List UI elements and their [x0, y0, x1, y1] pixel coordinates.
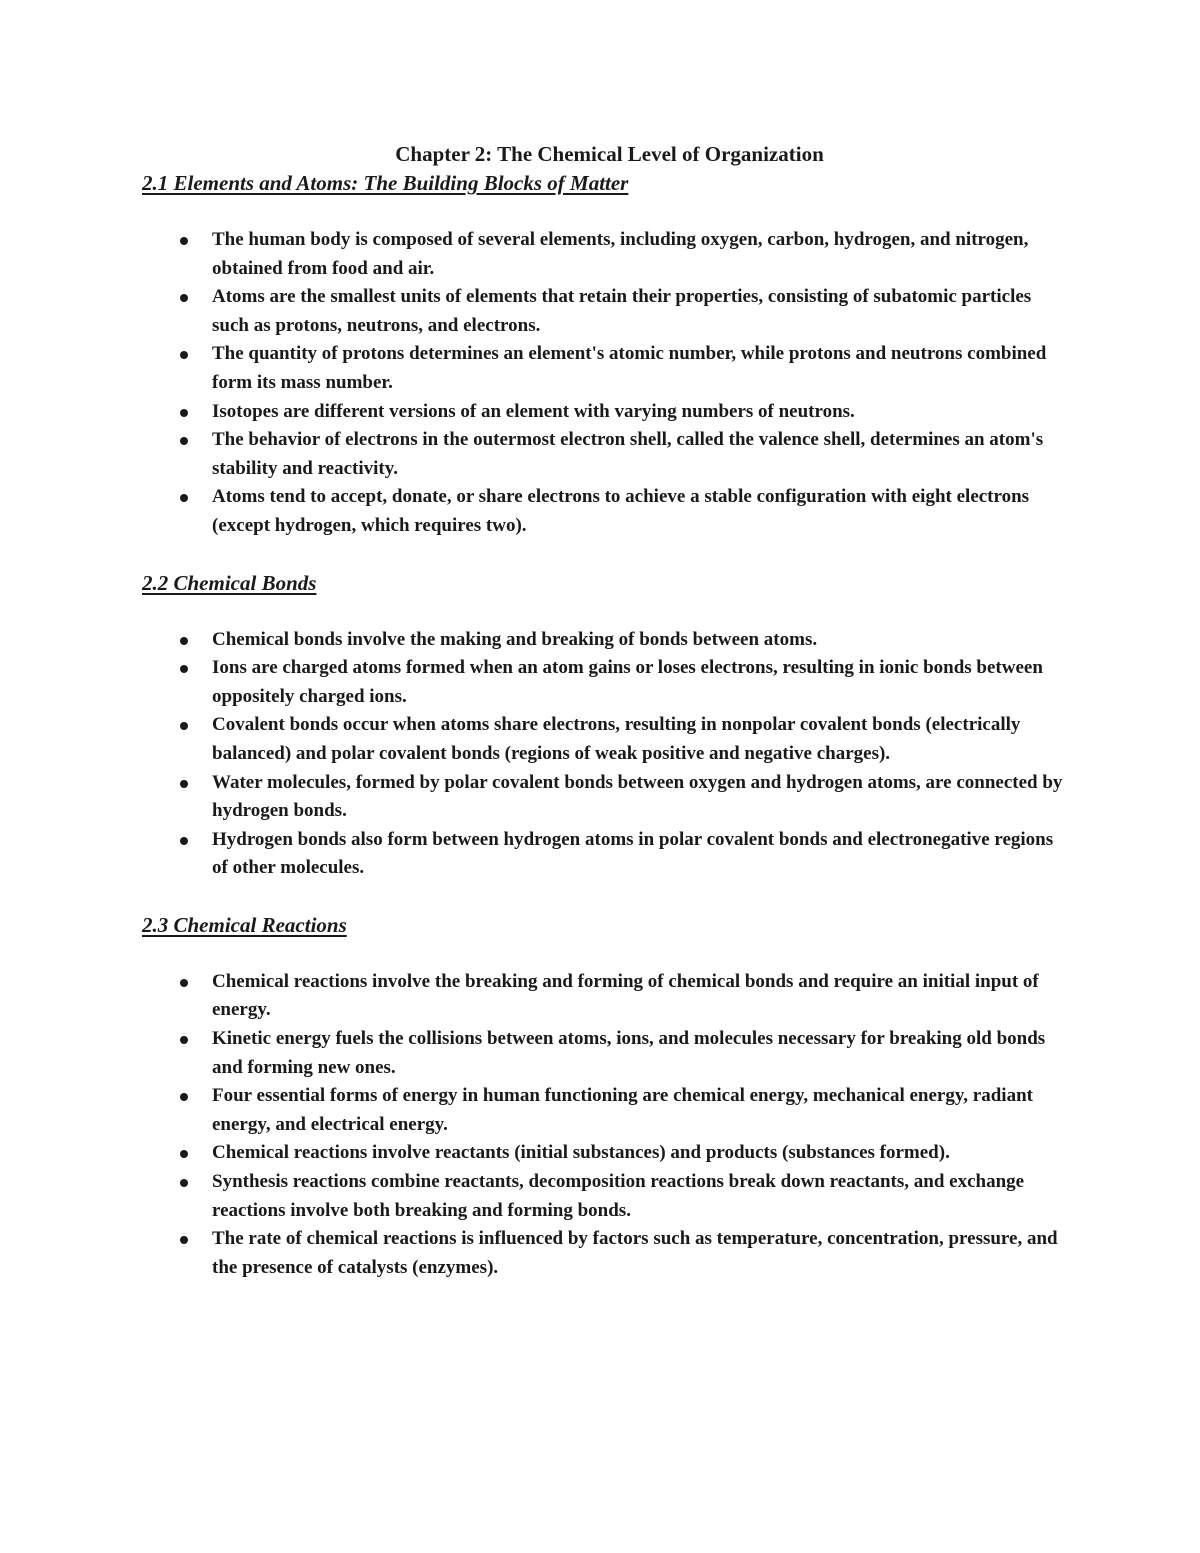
bullet-icon [180, 665, 188, 673]
section-heading: 2.1 Elements and Atoms: The Building Blocks of Matter [142, 171, 629, 195]
bullet-icon [180, 351, 188, 359]
bullet-icon [180, 437, 188, 445]
list-item-text: The rate of chemical reactions is influenced by factors such as temperature, concentration, pressure, and the presence of catalysts (enzymes). [212, 1228, 1058, 1278]
bullet-icon [180, 837, 188, 845]
list-item [142, 1082, 1067, 1139]
section-elements-atoms [142, 169, 1067, 541]
list-item [142, 626, 1067, 655]
list-item [142, 226, 1067, 283]
list-item [142, 968, 1067, 1025]
list-item [142, 654, 1067, 711]
section-heading: 2.2 Chemical Bonds [142, 570, 317, 595]
bullet-icon [180, 1236, 188, 1244]
list-item [142, 483, 1067, 540]
bullet-icon [180, 294, 188, 302]
list-item-text: Hydrogen bonds also form between hydrogen atoms in polar covalent bonds and electronegative regions of other molecules. [212, 828, 1054, 879]
list-item [142, 769, 1067, 826]
bullet-icon [180, 722, 188, 730]
list-item-text: The behavior of electrons in the outermost electron shell, called the valence shell, determines an atom's stability and reactivity. [212, 429, 1044, 479]
list-item [142, 1168, 1067, 1225]
bullet-icon [180, 780, 188, 788]
list-item [142, 398, 1067, 427]
section-chemical-reactions [142, 911, 1067, 1283]
list-item-text: Synthesis reactions combine reactants, decomposition reactions break down reactants, and exchange reactions involve both breaking and forming bonds. [212, 1171, 1025, 1221]
list-item-text: Chemical bonds involve the making and breaking of bonds between atoms. [212, 628, 818, 650]
list-item-text: Ions are charged atoms formed when an atom gains or loses electrons, resulting in ionic bonds between oppositely charged ions. [212, 657, 1043, 707]
list-item [142, 711, 1067, 768]
bullet-icon [180, 1179, 188, 1187]
bullet-icon [180, 1093, 188, 1101]
list-item-text: Isotopes are different versions of an element with varying numbers of neutrons. [212, 400, 855, 422]
list-item [142, 426, 1067, 483]
list-item [142, 1225, 1067, 1282]
document-title: Chapter 2: The Chemical Level of Organization [395, 142, 824, 166]
list-item [142, 826, 1067, 883]
section-heading: 2.3 Chemical Reactions [142, 912, 347, 937]
list-item-text: Chemical reactions involve the breaking and forming of chemical bonds and require an initial input of energy. [212, 970, 1039, 1021]
list-item-text: Atoms tend to accept, donate, or share electrons to achieve a stable configuration with eight electrons (except hydrogen, which requires two). [212, 486, 1030, 536]
list-item-text: Water molecules, formed by polar covalent bonds between oxygen and hydrogen atoms, are connected by hydrogen bonds. [212, 771, 1063, 822]
bullet-icon [180, 637, 188, 645]
list-item-text: Covalent bonds occur when atoms share electrons, resulting in nonpolar covalent bonds (electrically balanced) and polar covalent bonds (regions of weak positive and negative charges). [212, 714, 1021, 764]
list-item [142, 340, 1067, 397]
list-item-text: The human body is composed of several elements, including oxygen, carbon, hydrogen, and nitrogen, obtained from food and air. [212, 229, 1029, 279]
bullet-list [142, 626, 1067, 883]
section-chemical-bonds [142, 569, 1067, 883]
list-item-text: Chemical reactions involve reactants (initial substances) and products (substances formed). [212, 1142, 950, 1164]
list-item-text: Atoms are the smallest units of elements that retain their properties, consisting of subatomic particles such as protons, neutrons, and electrons. [212, 286, 1032, 336]
bullet-icon [180, 237, 188, 245]
bullet-icon [180, 1036, 188, 1044]
list-item [142, 283, 1067, 340]
list-item-text: The quantity of protons determines an element's atomic number, while protons and neutrons combined form its mass number. [212, 343, 1047, 393]
list-item [142, 1025, 1067, 1082]
bullet-icon [180, 409, 188, 417]
document-page [142, 140, 1067, 1282]
bullet-icon [180, 1150, 188, 1158]
bullet-icon [180, 979, 188, 987]
list-item-text: Kinetic energy fuels the collisions between atoms, ions, and molecules necessary for breaking old bonds and forming new ones. [212, 1028, 1046, 1078]
list-item [142, 1139, 1067, 1168]
bullet-icon [180, 494, 188, 502]
bullet-list [142, 226, 1067, 541]
bullet-list [142, 968, 1067, 1283]
list-item-text: Four essential forms of energy in human functioning are chemical energy, mechanical energy, radiant energy, and electrical energy. [212, 1085, 1033, 1135]
